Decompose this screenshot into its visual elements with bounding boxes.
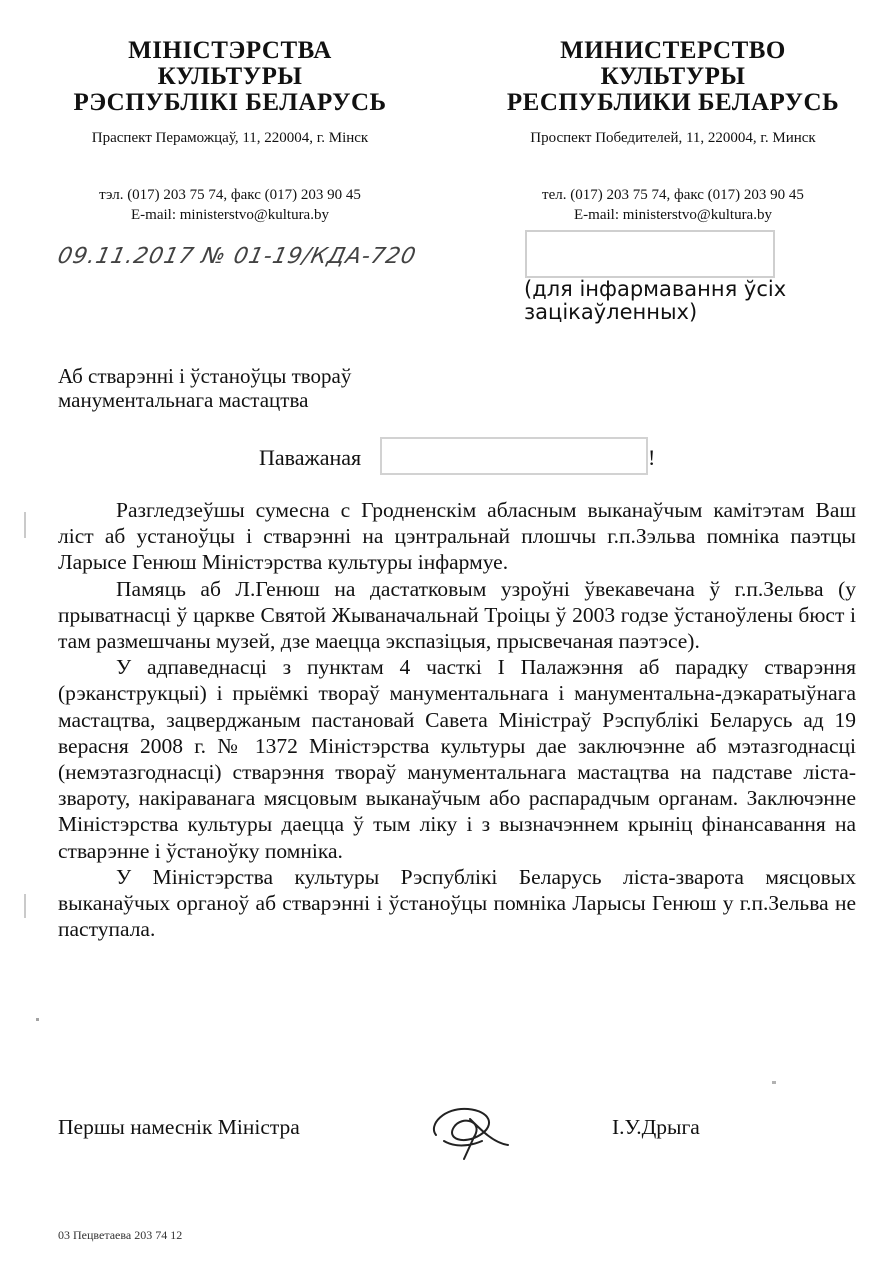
header-line: КУЛЬТУРЫ	[157, 63, 303, 90]
body-paragraph: У адпаведнасці з пунктам 4 часткі І Палажэння аб парадку стварэння (рэканструкцыі) і прыёмкі твораў манументальнага і манументальна-дэкаратыўнага мастацтва, зацверджаным пастановай Савета Міністраў Рэспублікі Беларусь ад 19 верасня 2008 г. № 1372 Міністэрства культуры дае заключэнне аб мэтазгоднасці (немэтазгоднасці) стварэння твораў манументальнага мастацтва на падставе ліста-звароту, накіраванага мясцовым выканаўчым або распарадчым органам. Заключэнне Міністэрства культуры даецца ў тым ліку і з вызначэннем крыніц фінансавання на стварэнне і ўстаноўку помніка.	[58, 655, 856, 863]
contacts-belarusian	[40, 185, 420, 225]
greeting-exclamation: !	[648, 445, 656, 470]
contacts-russian	[478, 185, 868, 225]
address-belarusian: Праспект Пераможцаў, 11, 220004, г. Мінск	[91, 130, 369, 146]
letter-subject: Аб стварэнні і ўстаноўцы твораў манументальнага мастацтва	[58, 364, 352, 412]
header-line: РЕСПУБЛИКИ БЕЛАРУСЬ	[506, 89, 840, 116]
email: E-mail: ministerstvo@kultura.by	[574, 207, 772, 223]
body-paragraph: Памяць аб Л.Генюш на дастатковым узроўні ўвекавечана ў г.п.Зельва (у прыватнасці ў царкве Святой Жываначальнай Троіцы ў 2003 годзе ўстаноўлены бюст і там размешчаны музей, дзе маецца экспазіцыя, прысвечаная паэтэсе).	[58, 576, 856, 654]
signatory-name: І.У.Дрыга	[612, 1115, 700, 1139]
scan-speck	[36, 1018, 39, 1021]
header-line: МІНІСТЭРСТВА	[128, 37, 332, 64]
header-line: РЭСПУБЛІКІ БЕЛАРУСЬ	[73, 89, 387, 116]
body-paragraph: Разгледзеўшы сумесна с Гродненскім абласным выканаўчым камітэтам Ваш ліст аб устаноўцы і стварэнні на цэнтральнай плошчы г.п.Зэльва помніка паэтцы Ларысе Генюш Міністэрства культуры інфармуе.	[58, 498, 856, 575]
header-line: МИНИСТЕРСТВО	[560, 37, 786, 64]
address-russian: Проспект Победителей, 11, 220004, г. Минск	[530, 130, 816, 146]
ministry-header-russian	[478, 38, 868, 116]
redacted-name	[380, 437, 648, 475]
handwritten-signature	[424, 1095, 520, 1165]
scan-speck	[24, 894, 26, 918]
scan-speck	[772, 1081, 776, 1084]
signatory-title: Першы намеснік Міністра	[58, 1115, 300, 1139]
header-line: КУЛЬТУРЫ	[600, 63, 746, 90]
scan-speck	[24, 512, 26, 538]
email: E-mail: ministerstvo@kultura.by	[131, 207, 329, 223]
greeting-word: Паважаная	[259, 445, 362, 470]
addressee-note: (для інфармавання ўсіх зацікаўленных)	[524, 277, 787, 324]
phone-fax: тел. (017) 203 75 74, факс (017) 203 90 45	[542, 187, 804, 203]
executor-footer: 03 Пецветаева 203 74 12	[58, 1228, 183, 1242]
redacted-addressee	[525, 230, 775, 278]
ministry-header-belarusian	[40, 38, 420, 116]
body-paragraph: У Міністэрства культуры Рэспублікі Беларусь ліста-зварота мясцовых выканаўчых органоў аб стварэнні і ўстаноўцы помніка Ларысы Генюш у г.п.Зельва не паступала.	[58, 864, 856, 942]
letter-body	[58, 497, 856, 942]
registration-number: 09.11.2017 № 01-19/КДА-720	[55, 244, 419, 269]
phone-fax: тэл. (017) 203 75 74, факс (017) 203 90 45	[99, 187, 361, 203]
